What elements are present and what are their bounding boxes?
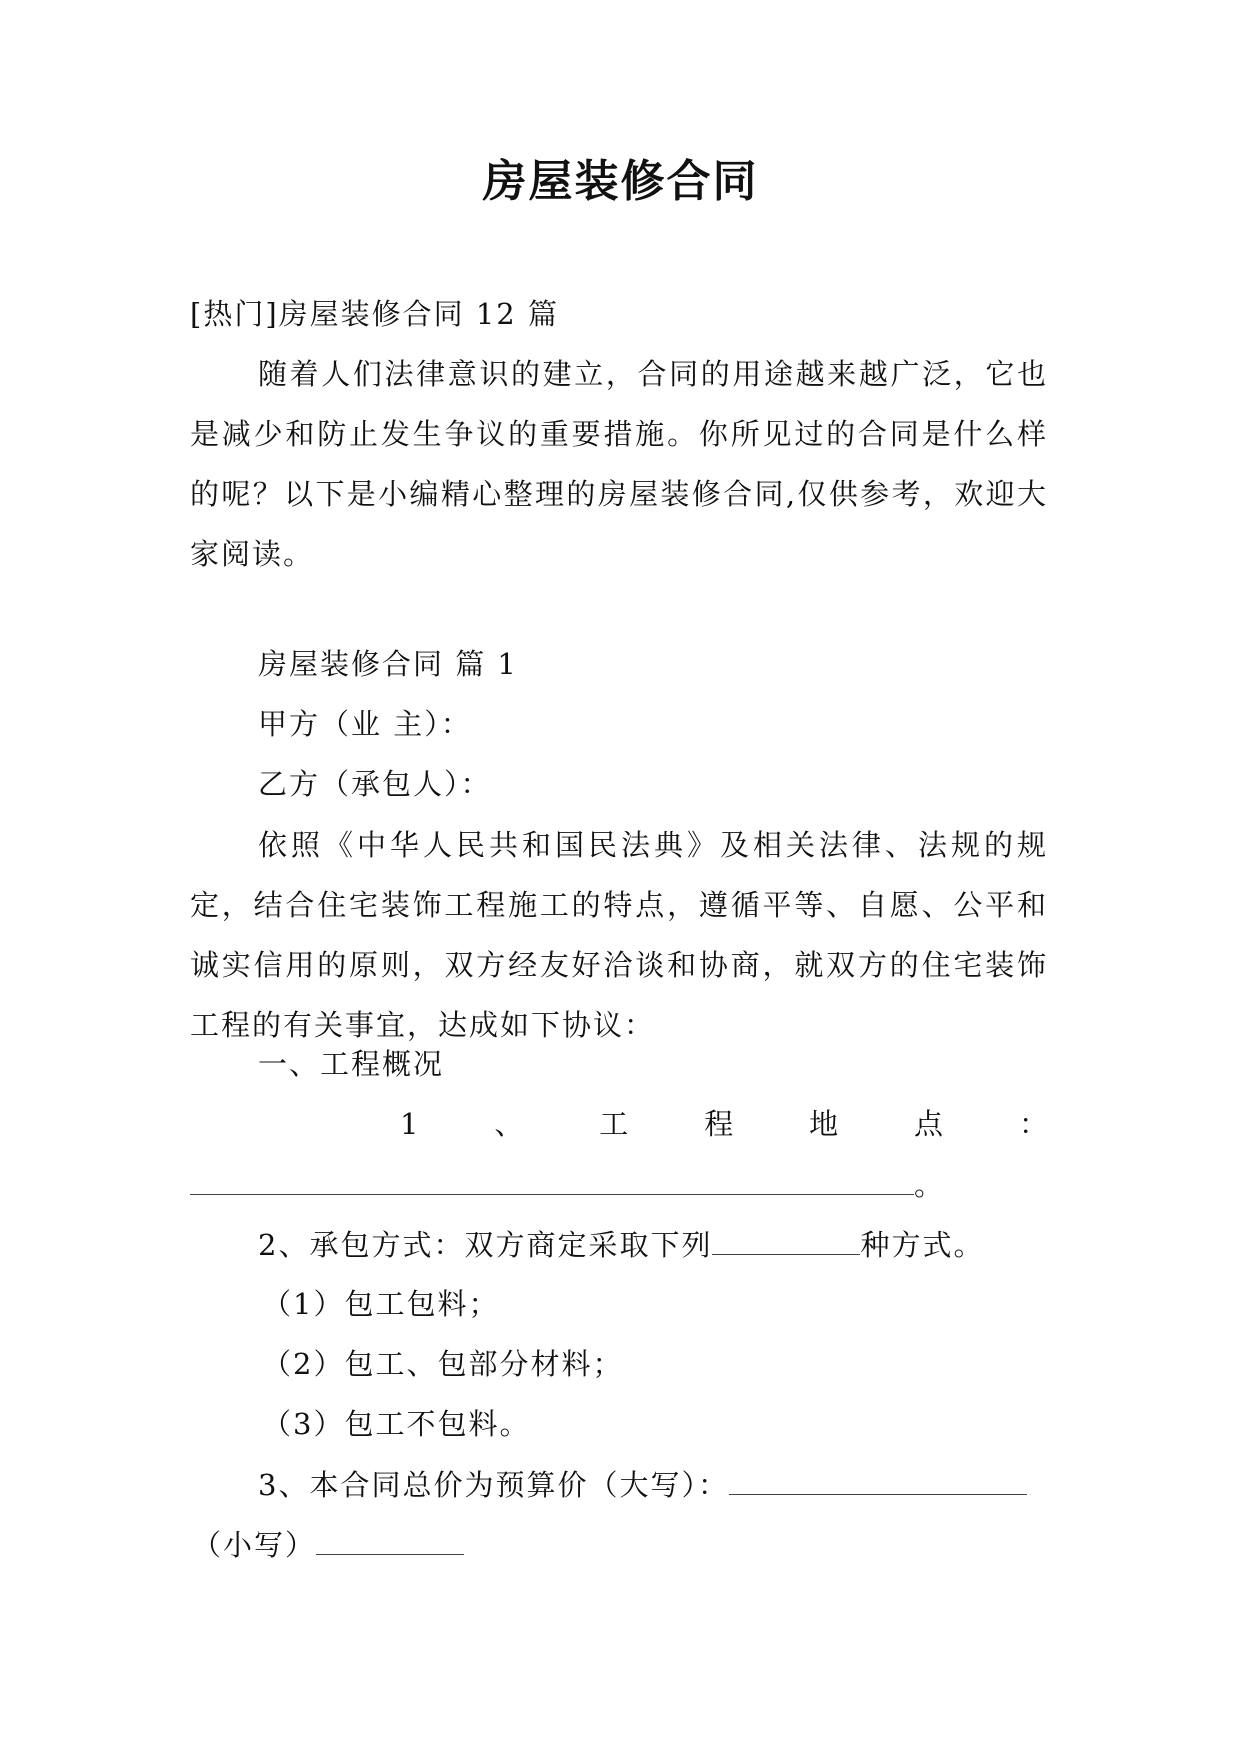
- article-1-heading: 一、工程概况: [258, 1047, 445, 1081]
- price-lowercase-blank: [316, 1524, 464, 1555]
- item-3-small-line: [192, 1524, 464, 1565]
- section-heading: 房屋装修合同 篇 1: [258, 647, 518, 681]
- item-1-char: 、: [494, 1107, 524, 1141]
- price-uppercase-blank: [729, 1464, 1027, 1495]
- item-3-small-label: （小写）: [192, 1528, 317, 1562]
- option-3: （3）包工不包料。: [262, 1407, 531, 1441]
- option-2: （2）包工、包部分材料；: [262, 1347, 624, 1381]
- item-1-char: 工: [599, 1107, 629, 1141]
- item-3-line: [258, 1464, 1027, 1505]
- item-1-char: 程: [704, 1107, 734, 1141]
- item-3-prefix: 3、本合同总价为预算价（大写）：: [258, 1468, 729, 1502]
- preamble-paragraph: 依照《中华人民共和国民法典》及相关法律、法规的规定，结合住宅装饰工程施工的特点，遵循平等、自愿、公平和诚实信用的原则，双方经友好洽谈和协商，就双方的住宅装饰工程的有关事宜，达成如下协议：: [190, 828, 1048, 1042]
- document-title: 房屋装修合同: [482, 156, 759, 207]
- item-1-location-label: [400, 1104, 1048, 1144]
- item-1-end: 。: [914, 1168, 946, 1202]
- item-1-char: 1: [400, 1107, 419, 1141]
- item-1-blank-line: [190, 1164, 945, 1205]
- item-1-char: ：: [1018, 1107, 1048, 1141]
- item-2-prefix: 2、承包方式：双方商定采取下列: [258, 1228, 713, 1262]
- method-blank: [712, 1224, 860, 1255]
- intro-paragraph: 随着人们法律意识的建立，合同的用途越来越广泛，它也是减少和防止发生争议的重要措施。你所见过的合同是什么样的呢？以下是小编精心整理的房屋装修合同,仅供参考，欢迎大家阅读。: [190, 357, 1048, 571]
- document-subtitle: [热门]房屋装修合同 12 篇: [190, 297, 559, 331]
- location-blank: [190, 1164, 914, 1195]
- item-2-suffix: 种方式。: [860, 1228, 985, 1262]
- party-b-line: 乙方（承包人）：: [258, 767, 492, 801]
- option-1: （1）包工包料；: [262, 1287, 500, 1321]
- item-1-char: 地: [809, 1107, 839, 1141]
- item-1-char: 点: [914, 1107, 944, 1141]
- party-a-line: 甲方（业 主）：: [258, 707, 472, 741]
- item-2-line: [258, 1224, 984, 1265]
